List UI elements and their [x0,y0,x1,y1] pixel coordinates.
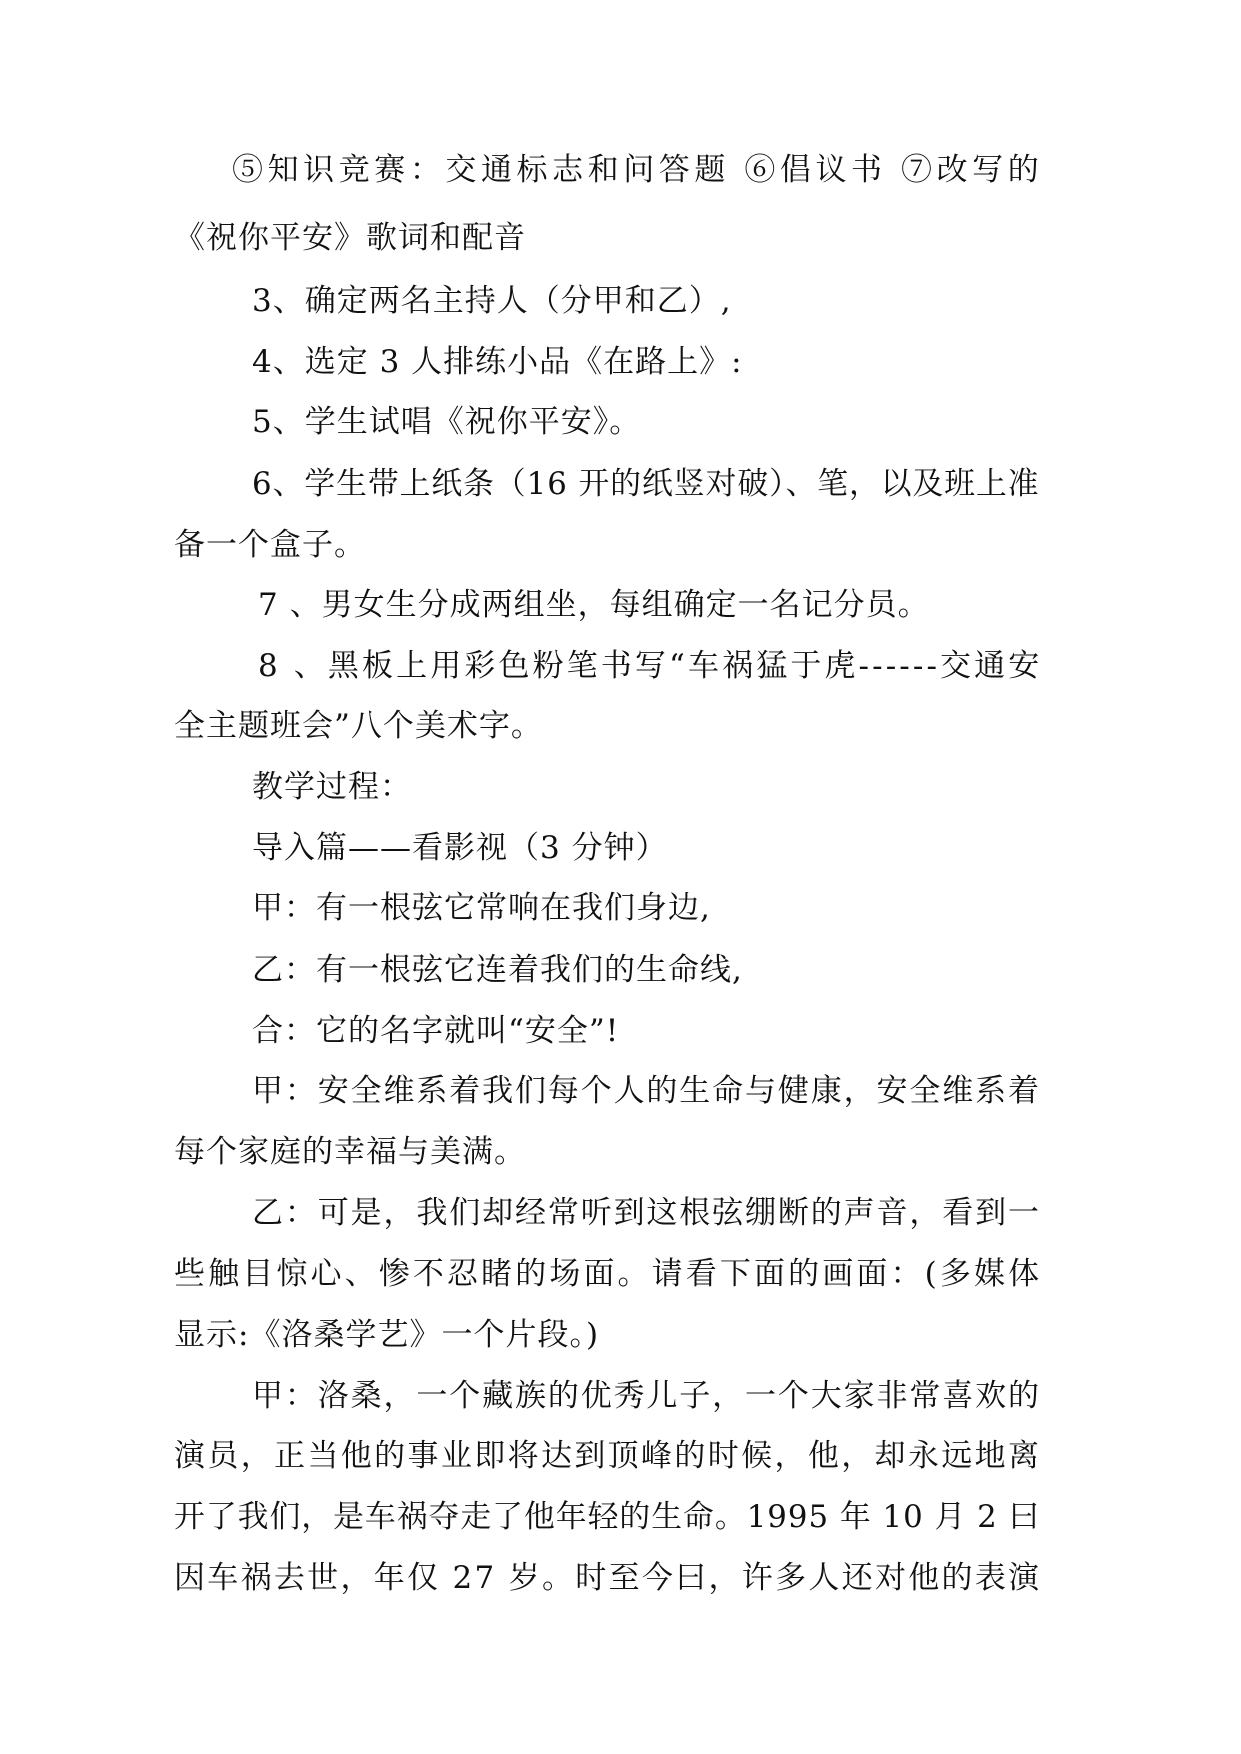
text-line: 显示:《洛桑学艺》一个片段。) [174,1317,600,1353]
text-line: 全主题班会”八个美术字。 [174,708,543,744]
text-line: 5、学生试唱《祝你平安》。 [252,404,642,440]
text-line: 7 、男女生分成两组坐，每组确定一名记分员。 [258,587,930,623]
text-line: 开了我们，是车祸夺走了他年轻的生命。1995 年 10 月 2 曰 [174,1499,1041,1535]
text-line: 每个家庭的幸福与美满。 [174,1134,526,1170]
text-line: 演员，正当他的事业即将达到顶峰的时候，他，却永远地离 [174,1438,1042,1474]
text-line: 乙：有一根弦它连着我们的生命线, [252,952,743,988]
text-line: 因车祸去世，年仅 27 岁。时至今曰，许多人还对他的表演 [174,1560,1042,1596]
text-line: ⑤知识竞赛：交通标志和问答题 ⑥倡议书 ⑦改写的 [232,152,1044,188]
text-line: 备一个盒子。 [174,527,366,563]
text-line: 合：它的名字就叫“安全”! [252,1013,620,1049]
text-line: 4、选定 3 人排练小品《在路上》: [252,344,743,380]
text-line: 乙：可是，我们却经常听到这根弦绷断的声音，看到一 [252,1195,1041,1231]
text-line: 些触目惊心、惨不忍睹的场面。请看下面的画面：(多媒体 [174,1256,1043,1292]
text-line: 甲：洛桑，一个藏族的优秀儿子，一个大家非常喜欢的 [252,1378,1041,1414]
text-line: 《祝你平安》歌词和配音 [174,220,526,256]
text-line: 甲：安全维系着我们每个人的生命与健康，安全维系着 [252,1073,1041,1109]
text-line: 3、确定两名主持人（分甲和乙）, [252,283,732,319]
text-line: 6、学生带上纸条（16 开的纸竖对破）、笔，以及班上准 [252,466,1040,502]
text-line: 导入篇——看影视（3 分钟） [252,830,668,866]
text-line: 甲：有一根弦它常响在我们身边, [252,890,711,926]
text-line: 教学过程： [252,769,412,805]
text-line: 8 、黑板上用彩色粉笔书写“车祸猛于虎------交通安 [258,648,1043,684]
